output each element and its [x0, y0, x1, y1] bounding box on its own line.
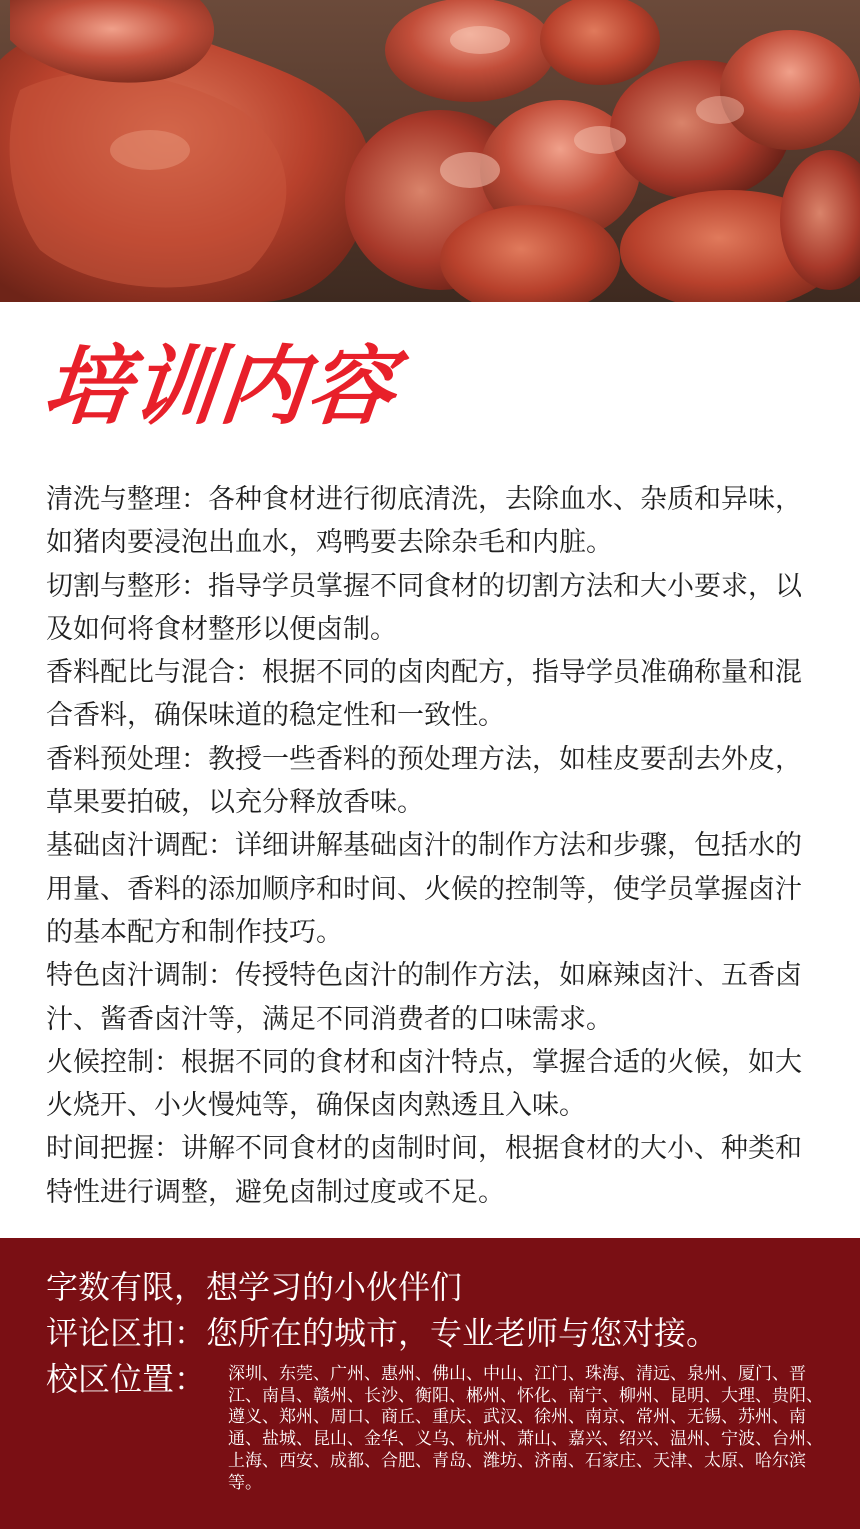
- campus-label: 校区位置：: [46, 1360, 207, 1398]
- footer-line-limited: 字数有限，想学习的小伙伴们: [46, 1268, 463, 1306]
- training-items-list: [46, 478, 806, 1214]
- section-heading: 培训内容: [38, 337, 402, 437]
- training-item: 火候控制：根据不同的食材和卤汁特点，掌握合适的火候，如大火烧开、小火慢炖等，确保卤肉熟透且入味。: [46, 1046, 802, 1122]
- training-item: 时间把握：讲解不同食材的卤制时间，根据食材的大小、种类和特性进行调整，避免卤制过度或不足。: [46, 1133, 802, 1208]
- braised-meat-photo: [0, 0, 860, 302]
- footer-line-comment: 评论区扣：您所在的城市，专业老师与您对接。: [46, 1314, 719, 1352]
- training-item: 香料配比与混合：根据不同的卤肉配方，指导学员准确称量和混合香料，确保味道的稳定性和一致性。: [46, 657, 802, 732]
- training-item: 基础卤汁调配：详细讲解基础卤汁的制作方法和步骤，包括水的用量、香料的添加顺序和时间、火候的控制等，使学员掌握卤汁的基本配方和制作技巧。: [46, 830, 802, 948]
- contact-footer: [0, 1238, 860, 1529]
- training-item: 切割与整形：指导学员掌握不同食材的切割方法和大小要求，以及如何将食材整形以便卤制。: [46, 570, 802, 645]
- training-content-section: [0, 302, 860, 1238]
- training-item: 清洗与整理：各种食材进行彻底清洗，去除血水、杂质和异味，如猪肉要浸泡出血水，鸡鸭要去除杂毛和内脏。: [46, 484, 802, 559]
- training-item: 香料预处理：教授一些香料的预处理方法，如桂皮要刮去外皮，草果要拍破，以充分释放香味。: [46, 743, 802, 819]
- training-item: 特色卤汁调制：传授特色卤汁的制作方法，如麻辣卤汁、五香卤汁、酱香卤汁等，满足不同消费者的口味需求。: [46, 960, 802, 1035]
- campus-cities: 深圳、东莞、广州、惠州、佛山、中山、江门、珠海、清远、泉州、厦门、晋江、南昌、赣州、长沙、衡阳、郴州、怀化、南宁、柳州、昆明、大理、贵阳、遵义、郑州、周口、商丘、重庆、武汉、徐州、南京、常州、无锡、苏州、南通、盐城、昆山、金华、义乌、杭州、萧山、嘉兴、绍兴、温州、宁波、台州、上海、西安、成都、合肥、青岛、潍坊、济南、石家庄、天津、太原、哈尔滨等。: [228, 1364, 823, 1493]
